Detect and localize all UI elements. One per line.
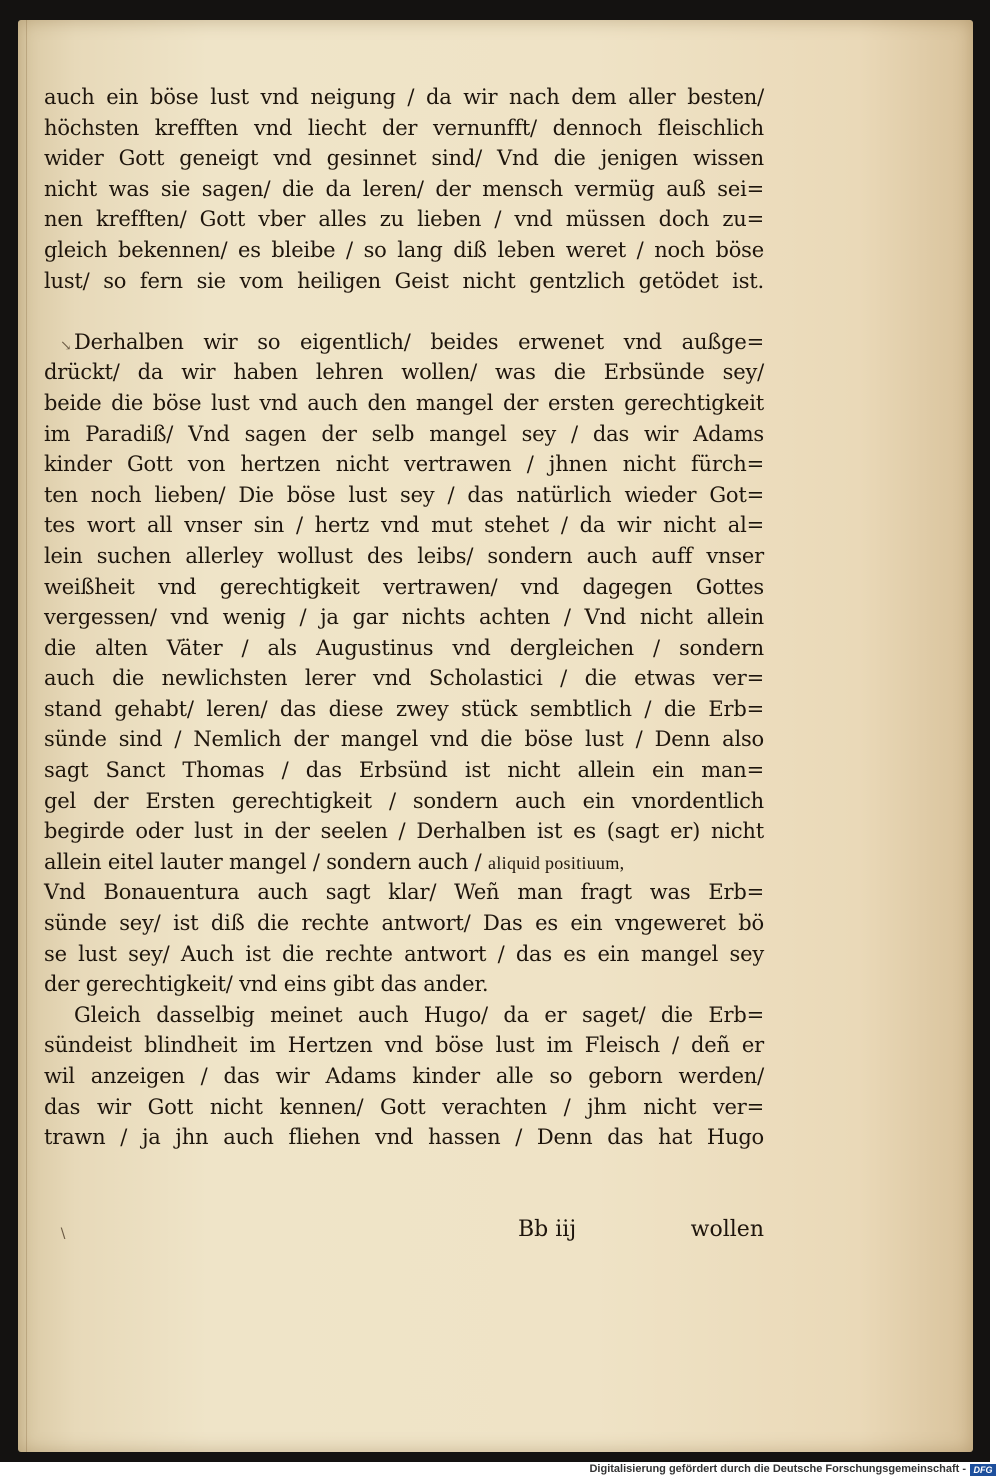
text-line: drückt/ da wir haben lehren wollen/ was die Erbsünde sey/ xyxy=(44,360,764,385)
text-line: die alten Väter / als Augustinus vnd dergleichen / sondern xyxy=(44,635,764,660)
text-line: gleich bekennen/ es bleibe / so lang diß leben weret / noch böse xyxy=(44,237,764,262)
text-line: sünde sind / Nemlich der mangel vnd die böse lust / Denn also xyxy=(44,727,764,752)
page-footer xyxy=(44,1217,764,1249)
text-line: tes wort all vnser sin / hertz vnd mut stehet / da wir nicht al= xyxy=(44,513,764,538)
dfg-logo-icon: DFG xyxy=(970,1464,996,1476)
text-line: das wir Gott nicht kennen/ Gott verachten / jhm nicht ver= xyxy=(44,1094,764,1119)
text-line: sünde sey/ ist diß die rechte antwort/ Das es ein vngeweret bö xyxy=(44,911,764,936)
text-line: begirde oder lust in der seelen / Derhalben ist es (sagt er) nicht xyxy=(44,819,764,844)
text-line: Gleich dasselbig meinet auch Hugo/ da er saget/ die Erb= xyxy=(74,1002,764,1027)
text-line: Derhalben wir so eigentlich/ beides erwenet vnd außge= xyxy=(74,329,764,354)
paragraph-2 xyxy=(44,327,764,1000)
text-line: trawn / ja jhn auch fliehen vnd hassen / Denn das hat Hugo xyxy=(44,1125,764,1150)
text-line: wil anzeigen / das wir Adams kinder alle so geborn werden/ xyxy=(44,1064,764,1088)
margin-mark: ↘ xyxy=(60,338,72,354)
text-line: kinder Gott von hertzen nicht vertrawen / jhnen nicht fürch= xyxy=(44,452,764,477)
paragraph-1 xyxy=(44,82,764,296)
text-line: auch die newlichsten lerer vnd Scholastici / die etwas ver= xyxy=(44,666,764,691)
text-line: nicht was sie sagen/ die da leren/ der mensch vermüg auß sei= xyxy=(44,176,764,201)
text-line: ten noch lieben/ Die böse lust sey / das natürlich wieder Got= xyxy=(44,482,764,507)
latin-phrase: aliquid positiuum, xyxy=(488,852,625,873)
paragraph-gap xyxy=(44,296,764,327)
text-line: stand gehabt/ leren/ das diese zwey stück sembtlich / die Erb= xyxy=(44,696,764,721)
text-line: lust/ so fern sie vom heiligen Geist nicht gentzlich getödet ist. xyxy=(44,268,764,293)
text-line-prefix: allein eitel lauter mangel / sondern auch / xyxy=(44,849,482,874)
text-line: lein suchen allerley wollust des leibs/ sondern auch auff vnser xyxy=(44,543,764,568)
text-line: se lust sey/ Auch ist die rechte antwort / das es ein mangel sey xyxy=(44,941,764,966)
signature-mark: Bb iij xyxy=(518,1217,577,1242)
text-line: sündeist blindheit im Hertzen vnd böse lust im Fleisch / deñ er xyxy=(44,1033,764,1058)
text-line: im Paradiß/ Vnd sagen der selb mangel sey / das wir Adams xyxy=(44,421,764,446)
text-line: der gerechtigkeit/ vnd eins gibt das ander. xyxy=(44,972,489,997)
text-block xyxy=(44,82,764,1153)
credit-bar xyxy=(0,1462,1000,1479)
text-line: wider Gott geneigt vnd gesinnet sind/ Vnd die jenigen wissen xyxy=(44,146,764,171)
text-line: beide die böse lust vnd auch den mangel der ersten gerechtigkeit xyxy=(44,390,764,415)
text-line: weißheit vnd gerechtigkeit vertrawen/ vnd dagegen Gottes xyxy=(44,574,764,599)
text-line: auch ein böse lust vnd neigung / da wir nach dem aller besten/ xyxy=(44,85,764,109)
text-line-latin xyxy=(44,847,764,878)
text-line: höchsten krefften vnd liecht der vernunfft/ dennoch fleischlich xyxy=(44,115,764,140)
paragraph-3 xyxy=(44,1000,764,1153)
right-margin xyxy=(990,0,1000,1462)
text-line: Vnd Bonauentura auch sagt klar/ Weñ man fragt was Erb= xyxy=(44,880,764,905)
text-line: vergessen/ vnd wenig / ja gar nichts achten / Vnd nicht allein xyxy=(44,605,764,630)
gutter-line xyxy=(26,20,27,1452)
text-line: sagt Sanct Thomas / das Erbsünd ist nicht allein ein man= xyxy=(44,758,764,783)
credit-text: Digitalisierung gefördert durch die Deutsche Forschungsgemeinschaft - xyxy=(589,1463,966,1475)
text-line: gel der Ersten gerechtigkeit / sondern auch ein vnordentlich xyxy=(44,788,764,813)
margin-mark: ∖ xyxy=(58,1226,67,1242)
text-line: nen krefften/ Gott vber alles zu lieben / vnd müssen doch zu= xyxy=(44,207,764,232)
catchword: wollen xyxy=(690,1217,764,1242)
